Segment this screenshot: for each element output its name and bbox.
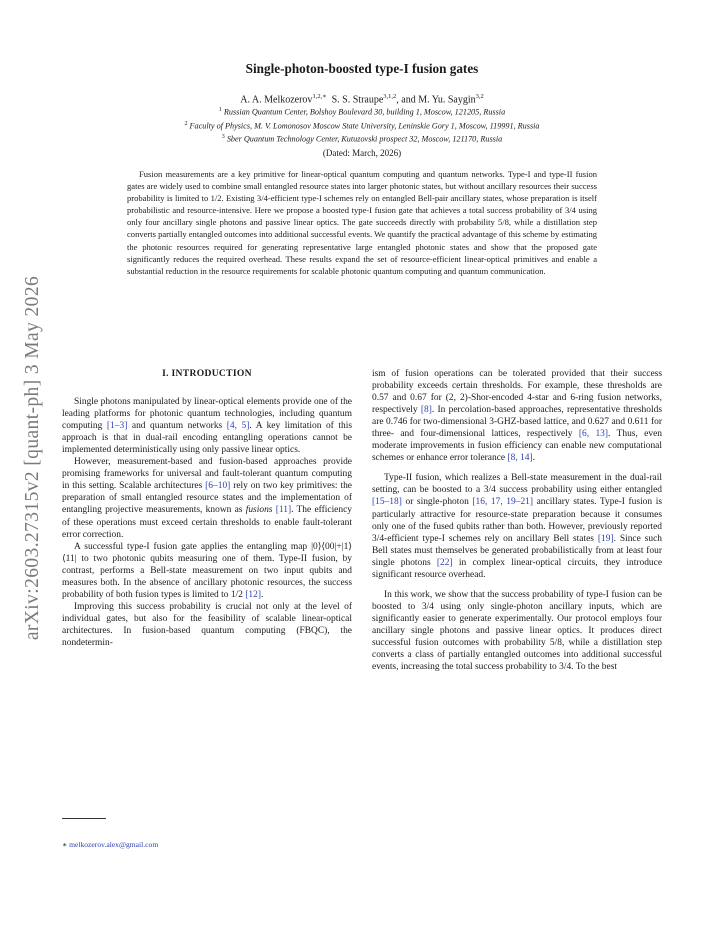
text-run: . In percolation-based approaches, representative thresholds are 0.746 for two-dimensional 3-GHZ-based lattice, and 0.627 and 0.611 for three- and four-dimensional lattices, respectively bbox=[372, 405, 663, 440]
author-2: S. S. Straupe bbox=[331, 94, 384, 106]
author-3: M. Yu. Saygin bbox=[418, 94, 476, 106]
affiliation-2-num: 2 bbox=[184, 121, 188, 127]
text-run: rely on two key primitives: the preparation of small entangled resource states and the implementation of entangling projective measurements, known as bbox=[62, 481, 352, 516]
citation-link[interactable]: [6–10] bbox=[205, 481, 231, 492]
text-run: . bbox=[532, 453, 535, 464]
author-1-affil: 1,2,∗ bbox=[312, 93, 327, 100]
text-run: . A key limitation of this approach is that in dual-rail encoding entangling operations cannot be implemented deterministically using only passive linear optics. bbox=[62, 421, 352, 456]
emphasis: fusions bbox=[245, 505, 273, 516]
affiliation-1 bbox=[60, 107, 664, 117]
text-run: . Thus, even moderate improvements in fusion efficiency can enable new computational schemes or enhance error tolerance bbox=[372, 429, 662, 464]
text-run: Type-II fusion, which realizes a Bell-state measurement in the dual-rail setting, can be boosted to a 3/4 success probability using either entangled bbox=[372, 473, 662, 496]
affiliation-3 bbox=[60, 134, 664, 144]
citation-link[interactable]: [1–3] bbox=[106, 421, 128, 432]
citation-link[interactable]: [11] bbox=[275, 505, 292, 516]
text-run: . The efficiency of these operations must exceed certain thresholds to enable fault-tolerant error correction. bbox=[62, 505, 353, 540]
author-line bbox=[60, 92, 664, 105]
text-run: However, measurement-based and fusion-based approaches provide promising frameworks for universal and fault-tolerant quantum computing in this setting. Scalable architectures bbox=[62, 457, 352, 492]
author-conjunction: , and bbox=[396, 94, 419, 106]
citation-link[interactable]: [4, 5] bbox=[226, 421, 250, 432]
author-1: A. A. Melkozerov bbox=[240, 94, 313, 106]
citation-link[interactable]: [8] bbox=[420, 405, 432, 416]
text-run: . bbox=[260, 589, 264, 600]
citation-link[interactable]: [22] bbox=[436, 557, 453, 568]
paper-title: Single-photon-boosted type-I fusion gates bbox=[245, 61, 479, 76]
intro-paragraph-1 bbox=[62, 396, 352, 456]
text-run: in complex linear-optical circuits, they introduce significant resource overhead. bbox=[372, 557, 663, 580]
intro-paragraph-4: Improving this success probability is crucial not only at the level of individual gates, but also for the feasibility of scalable linear-optical architectures. In fusion-based quantum computing (FBQC), the nondetermin- bbox=[62, 601, 352, 648]
citation-link[interactable]: [8, 14] bbox=[507, 453, 533, 464]
affiliation-3-text: Sber Quantum Technology Center, Kutuzovski prospect 32, Moscow, 121170, Russia bbox=[226, 134, 503, 144]
intro-paragraph-5 bbox=[372, 368, 662, 464]
intro-paragraph-3 bbox=[62, 541, 352, 601]
text-run: Single photons manipulated by linear-optical elements provide one of the leading platforms for photonic quantum technologies, including quantum computing bbox=[62, 397, 352, 432]
affiliation-3-num: 3 bbox=[221, 134, 225, 140]
text-run: ancillary states. Type-I fusion is particularly attractive for resource-state preparation because it consumes only one of the fused qubits rather than both. However, previously reported 3/4-efficient type-I schemes rely on ancillary Bell states bbox=[372, 497, 662, 544]
affiliation-2-text: Faculty of Physics, M. V. Lomonosov Moscow State University, Leninskie Gory 1, Moscow, 119991, Russia bbox=[189, 121, 540, 131]
citation-link[interactable]: [16, 17, 19–21] bbox=[472, 497, 534, 508]
text-run: or single-photon bbox=[401, 497, 473, 508]
footnote-mark: ∗ bbox=[62, 840, 68, 849]
arxiv-id-text: arXiv:2603.27315v2 [quant-ph] 3 May 2026 bbox=[22, 275, 43, 641]
text-run: A successful type-I fusion gate applies the entangling map |0⟩⟨00|+|1⟩⟨11| to two photonic qubits measuring one of them. Type-II fusion, by contrast, performs a Bell-state measurement on two input qubits and measures both. In the absence of ancillary photonic resources, the success probability of both fusion types is limited to 1/2 bbox=[62, 541, 352, 600]
right-column bbox=[372, 368, 662, 673]
citation-link[interactable]: [15–18] bbox=[372, 497, 402, 508]
affiliation-2 bbox=[60, 121, 664, 131]
author-3-affil: 3,2 bbox=[475, 93, 484, 100]
affiliation-1-num: 1 bbox=[218, 107, 222, 113]
intro-paragraph-7: In this work, we show that the success probability of type-I fusion can be boosted to 3/4 using only single-photon ancillary inputs, which are significantly easier to generate experimentally. Our protocol employs four ancillary single photons and passive linear optics. It produces direct successful fusion outcomes with probability 5/8, while a distillation step converts a class of partially entangled outcomes into additional successful events, increasing the total success probability to 3/4. To the best bbox=[372, 589, 662, 673]
citation-link[interactable]: [12] bbox=[245, 589, 261, 600]
text-run: and quantum networks bbox=[127, 421, 227, 432]
section-heading: I. INTRODUCTION bbox=[162, 368, 252, 379]
arxiv-identifier bbox=[18, 248, 48, 668]
abstract: Fusion measurements are a key primitive for linear-optical quantum computing and quantum networks. Type-I and type-II fusion gates are widely used to combine small entangled resource states into larger photonic states, but without ancillary resources their success probability is limited to 1/2. Existing 3/4-efficient type-I schemes rely on entangled Bell-pair ancillary states, whose preparation is itself probabilistic and resource-intensive. Here we propose a boosted type-I fusion gate that achieves a total success probability of 3/4 using only four ancillary single photons and passive linear optics. The gate succeeds directly with probability 5/8, while a distillation step converts partially entangled outcomes into additional successful events. We quantify the practical advantage of this scheme by estimating the photonic resources required for generating representative large entangled photonic states and show that the proposed gate significantly reduces the required overhead. These results expand the set of resource-efficient linear-optical primitives and enable a substantial reduction in the resource requirements for scalable photonic quantum computing and quantum communication. bbox=[127, 169, 597, 276]
intro-paragraph-2 bbox=[62, 456, 352, 540]
author-email-link[interactable]: melkozerov.alex@gmail.com bbox=[69, 840, 159, 849]
intro-paragraph-6 bbox=[372, 472, 662, 580]
author-2-affil: 3,1,2 bbox=[383, 93, 397, 100]
text-run: ism of fusion operations can be tolerated provided that their success probability exceeds certain thresholds. For example, these thresholds are 0.57 and 0.67 for (2, 2)-Shor-encoded 4-star and 6-ring fusion networks, respectively bbox=[372, 369, 662, 416]
citation-link[interactable]: [6, 13] bbox=[578, 429, 609, 440]
citation-link[interactable]: [19] bbox=[597, 533, 614, 544]
affiliation-1-text: Russian Quantum Center, Bolshoy Boulevard 30, building 1, Moscow, 121205, Russia bbox=[223, 107, 506, 117]
left-column bbox=[62, 368, 352, 649]
footnote bbox=[62, 840, 158, 849]
text-run: . Since such Bell states must themselves be generated probabilistically from at least four single photons bbox=[372, 533, 662, 568]
dated-line: (Dated: March, 2026) bbox=[322, 148, 402, 158]
footnote-rule bbox=[62, 818, 106, 819]
